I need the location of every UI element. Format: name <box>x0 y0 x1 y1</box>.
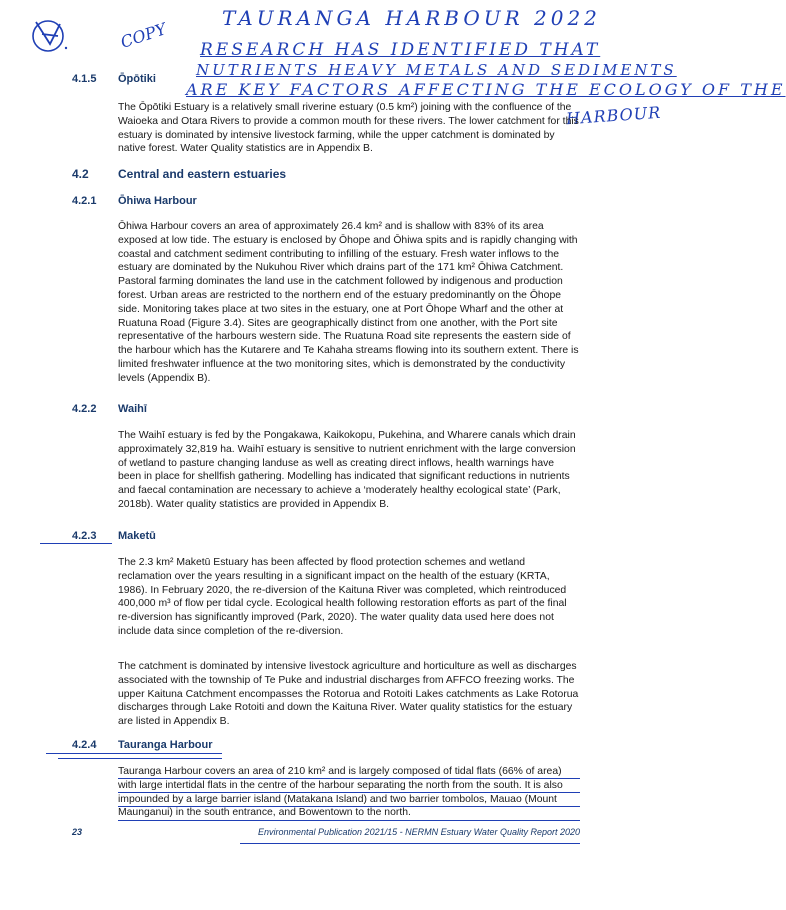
handwritten-underline-tauranga-4 <box>118 820 580 821</box>
handwritten-note-line-3: ARE KEY FACTORS AFFECTING THE ECOLOGY OF THE <box>186 80 786 99</box>
paragraph-opotiki: The Ōpōtiki Estuary is a relatively small riverine estuary (0.5 km²) joining with the confluence of the Waioeka and Otara Rivers to provide a common mouth for these rivers. The lower catchment for this estuary is dominated by intensive livestock farming, while the upper catchment is dominated by native forest. Water Quality statistics are in Appendix B. <box>118 102 579 155</box>
section-title-tauranga: Tauranga Harbour <box>118 739 213 751</box>
section-number-4-2: 4.2 <box>72 167 89 181</box>
page-number: 23 <box>72 827 83 837</box>
publication-footer: Environmental Publication 2021/15 - NERMN Estuary Water Quality Report 2020 <box>258 827 580 837</box>
paragraph-waihi: The Waihī estuary is fed by the Pongakawa, Kaikokopu, Pukehina, and Wharere canals which drain approximately 32,819 ha. Waihī estuary is sensitive to nutrient enrichment with the large conversion of wetland to pasture changing landuse as well as creating direct inflows, health warnings have been in place for shellfish gathering. Modelling has indicated that significant reductions in nutrients and faecal contamination are necessary to achieve a ‘moderately healthy ecological state’ (Park, 2018b). Water quality statistics are provided in Appendix B. <box>118 430 576 510</box>
section-number-4-2-4: 4.2.4 <box>72 739 97 751</box>
handwritten-header: TAURANGA HARBOUR 2022 <box>222 6 601 30</box>
paragraph-maketu-1: The 2.3 km² Maketū Estuary has been affected by flood protection schemes and wetland reclamation over the years resulting in a significant impact on the health of the estuary (KRTA, 1986). In February 2020, the re-diversion of the Kaituna River was completed, which reintroduced 400,000 m³ of flow per tidal cycle. Ecological health following restoration efforts as part of the final re-diversion has significantly improved (Park, 2020). The water quality data used here does not include data since completion of the re-diversion. <box>118 557 567 637</box>
handwritten-underline-4-2-4 <box>46 753 222 754</box>
section-number-4-2-2: 4.2.2 <box>72 403 97 415</box>
section-title-opotiki: Ōpōtiki <box>118 73 156 85</box>
copy-annotation: COPY <box>118 19 169 52</box>
handwritten-underline-footer <box>240 843 580 844</box>
section-number-4-2-1: 4.2.1 <box>72 195 97 207</box>
handwritten-note-line-2: NUTRIENTS HEAVY METALS AND SEDIMENTS <box>196 61 677 79</box>
paragraph-maketu-2: The catchment is dominated by intensive livestock agriculture and horticulture as well as discharges associated with the township of Te Puke and industrial discharges from AFFCO freezing works. The upper Kaituna Catchment encompasses the Rotorua and Rotoiti Lakes catchments as Lake Rotorua discharges through Lake Rotoiti and down the Kaituna River. Water quality statistics for the estuary are listed in Appendix B. <box>118 661 579 728</box>
handwritten-underline-tauranga-2 <box>118 792 580 793</box>
handwritten-underline-4-2-4-second <box>58 758 222 759</box>
handwritten-underline-tauranga-3 <box>118 806 580 807</box>
section-title-ohiwa: Ōhiwa Harbour <box>118 195 197 207</box>
handwritten-logo-icon <box>28 14 70 56</box>
section-number-4-1-5: 4.1.5 <box>72 73 97 85</box>
handwritten-underline-4-2-3 <box>40 543 112 544</box>
section-title-central-eastern: Central and eastern estuaries <box>118 167 287 181</box>
section-title-waihi: Waihī <box>118 403 147 415</box>
section-number-4-2-3: 4.2.3 <box>72 530 97 542</box>
paragraph-tauranga: Tauranga Harbour covers an area of 210 km² and is largely composed of tidal flats (66% of area) with large intertidal flats in the centre of the harbour separating the north from the south. It is also impounded by a large barrier island (Matakana Island) and two barrier tombolos, Mauao (Mount Maunganui) in the south entrance, and Bowentown to the north. <box>118 766 563 819</box>
handwritten-note-line-1: RESEARCH HAS IDENTIFIED THAT <box>200 40 601 60</box>
handwritten-underline-tauranga-1 <box>118 778 580 779</box>
section-title-maketu: Maketū <box>118 530 156 542</box>
handwritten-note-line-4: HARBOUR <box>565 102 662 129</box>
paragraph-ohiwa: Ōhiwa Harbour covers an area of approximately 26.4 km² and is shallow with 83% of its area exposed at low tide. The estuary is enclosed by Ōhope and Ōhiwa spits and is rapidly changing with coastal and catchment sediment contributing to infilling of the estuary. Fresh water inflows to the estuary are dominated by the Nukuhou River which drains part of the 171 km² Ōhiwa Catchment. Pastoral farming dominates the land use in the catchment followed by indigenous and production forest. Urban areas are restricted to the northern end of the estuary predominantly on the Ōhope side. Monitoring takes place at two sites in the estuary, one at Port Ōhope Wharf and the other at Ruatuna Road (Figure 3.4). Sites are geographically distinct from one another, with the Port site representative of the harbours western side. The Ruatuna Road site represents the eastern side of the harbour which has the Kutarere and Te Kahaha streams flowing into its southern extent. There is limited freshwater influence at the two monitoring sites, which is demonstrated by the conductivity levels (Appendix B). <box>118 221 579 384</box>
